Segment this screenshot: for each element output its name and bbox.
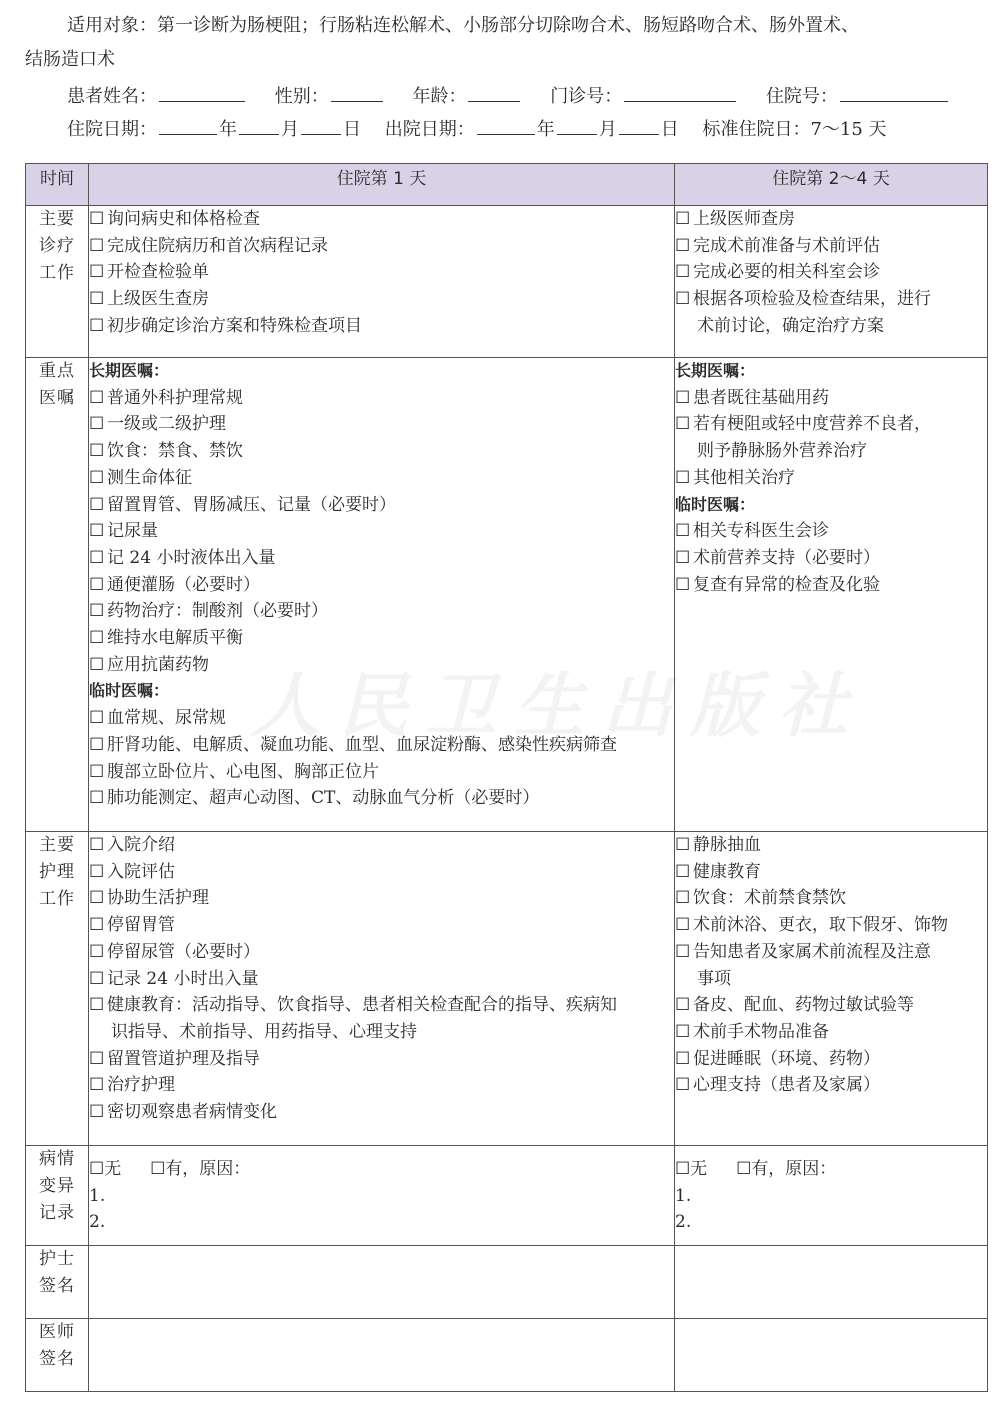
checkbox[interactable]: ☐	[675, 414, 691, 435]
checkbox[interactable]: ☐	[675, 861, 691, 882]
list-item-label: 协助生活护理	[107, 888, 209, 909]
checklist	[89, 385, 674, 679]
list-item-label: 完成住院病历和首次病程记录	[107, 235, 328, 256]
checkbox[interactable]: ☐	[675, 235, 691, 256]
list-item	[89, 259, 674, 286]
checkbox[interactable]: ☐	[89, 494, 105, 515]
list-item	[89, 705, 674, 732]
long-term-orders-title: 长期医嘱：	[675, 361, 756, 380]
list-item-label: 备皮、配血、药物过敏试验等	[693, 995, 914, 1016]
list-item-continuation: 事项	[697, 968, 731, 989]
list-item	[675, 572, 987, 599]
checklist	[675, 206, 987, 313]
checkbox[interactable]: ☐	[150, 1159, 166, 1179]
checkbox[interactable]: ☐	[675, 888, 691, 909]
list-item	[675, 411, 987, 438]
checkbox[interactable]: ☐	[89, 262, 105, 283]
list-item-label: 饮食：术前禁食禁饮	[693, 888, 846, 909]
row-label-text: 重点医嘱	[39, 361, 75, 408]
list-item	[675, 939, 987, 966]
list-item-label: 腹部立卧位片、心电图、胸部正位片	[107, 761, 379, 782]
checklist	[89, 832, 674, 1019]
list-item-label: 饮食：禁食、禁饮	[107, 441, 243, 462]
gender-field[interactable]	[331, 83, 383, 102]
variance-yes-label: 有，原因：	[751, 1159, 837, 1179]
list-item	[89, 206, 674, 233]
list-item-label: 通便灌肠（必要时）	[107, 574, 260, 595]
checkbox[interactable]: ☐	[89, 547, 105, 568]
inpatient-no-field[interactable]	[840, 83, 948, 102]
checkbox[interactable]: ☐	[89, 708, 105, 729]
checkbox[interactable]: ☐	[89, 209, 105, 229]
list-item	[675, 286, 987, 313]
main-work-day2-cell	[675, 206, 988, 358]
list-item-label: 应用抗菌药物	[107, 654, 209, 675]
checklist	[675, 832, 987, 966]
col-header-time: 时间	[26, 164, 89, 206]
nurse-sign-day1-field[interactable]	[89, 1246, 675, 1319]
checklist	[89, 206, 674, 340]
list-item-continuation: 则予静脉肠外营养治疗	[697, 441, 867, 462]
list-item-label: 术前沐浴、更衣，取下假牙、饰物	[693, 915, 948, 936]
checkbox[interactable]: ☐	[675, 1048, 691, 1069]
patient-info-line	[67, 83, 950, 109]
list-item	[675, 885, 987, 912]
orders-day1-cell	[89, 358, 675, 832]
list-item-label: 其他相关治疗	[693, 467, 795, 488]
list-item-label: 入院评估	[107, 861, 175, 882]
list-item-label: 上级医生查房	[107, 289, 209, 310]
variance-none-label: 无	[690, 1159, 708, 1179]
list-item-label: 血常规、尿常规	[107, 708, 226, 729]
list-item	[89, 859, 674, 886]
day-label: 日	[660, 119, 679, 140]
patient-name-label: 患者姓名：	[67, 86, 157, 107]
list-item-label: 患者既往基础用药	[693, 387, 829, 408]
list-item	[675, 206, 987, 233]
list-item-label: 健康教育：活动指导、饮食指导、患者相关检查配合的指导、疾病知	[107, 995, 617, 1016]
checkbox[interactable]: ☐	[89, 1102, 105, 1123]
list-item	[675, 465, 987, 492]
admit-month-field[interactable]	[239, 116, 279, 135]
checkbox[interactable]: ☐	[89, 654, 105, 675]
checklist	[675, 518, 987, 598]
checkbox[interactable]: ☐	[89, 968, 105, 989]
row-label-text: 主要护理工作	[39, 835, 75, 909]
age-field[interactable]	[468, 83, 520, 102]
list-item	[89, 492, 674, 519]
list-item-label: 询问病史和体格检查	[107, 209, 260, 229]
list-item	[89, 385, 674, 412]
checklist	[89, 705, 674, 812]
list-item-label: 记尿量	[107, 521, 158, 542]
checkbox[interactable]: ☐	[675, 1021, 691, 1042]
list-item	[675, 912, 987, 939]
checkbox[interactable]: ☐	[89, 289, 105, 310]
list-item-label: 肝肾功能、电解质、凝血功能、血型、血尿淀粉酶、感染性疾病筛查	[107, 734, 617, 755]
list-item	[89, 912, 674, 939]
row-label-nurse-sign	[26, 1246, 89, 1319]
variance-none-label: 无	[104, 1159, 122, 1179]
month-label: 月	[598, 119, 617, 140]
list-item-label: 留置管道护理及指导	[107, 1048, 260, 1069]
list-item-label: 测生命体征	[107, 467, 192, 488]
list-item	[89, 438, 674, 465]
checkbox[interactable]: ☐	[89, 761, 105, 782]
list-item-label: 促进睡眠（环境、药物）	[693, 1048, 880, 1069]
checkbox[interactable]: ☐	[675, 941, 691, 962]
row-label-text: 护士签名	[39, 1249, 75, 1296]
list-item-label: 完成术前准备与术前评估	[693, 235, 880, 256]
list-item-label: 一级或二级护理	[107, 414, 226, 435]
list-item-label: 初步确定诊治方案和特殊检查项目	[107, 315, 362, 336]
nursing-day2-cell	[675, 832, 988, 1146]
gender-label: 性别：	[274, 86, 329, 107]
row-label-variance	[26, 1146, 89, 1246]
applicable-subjects-line1: 适用对象：第一诊断为肠梗阻；行肠粘连松解术、小肠部分切除吻合术、肠短路吻合术、肠外置术、	[67, 15, 859, 36]
list-item	[89, 313, 674, 340]
row-label-text: 主要诊疗工作	[39, 209, 75, 283]
list-item	[675, 233, 987, 260]
list-item-label: 停留尿管（必要时）	[107, 941, 260, 962]
checklist	[675, 385, 987, 438]
checkbox[interactable]: ☐	[89, 888, 105, 909]
list-item	[89, 545, 674, 572]
row-label-doctor-sign	[26, 1319, 89, 1392]
discharge-day-field[interactable]	[619, 116, 659, 135]
orders-day2-cell	[675, 358, 988, 832]
checkbox[interactable]: ☐	[675, 915, 691, 936]
clinic-no-field[interactable]	[624, 83, 736, 102]
row-label-text: 病情变异记录	[39, 1149, 75, 1223]
list-item	[89, 759, 674, 786]
list-item	[89, 732, 674, 759]
row-label-orders	[26, 358, 89, 832]
applicable-subjects-line2: 结肠造口术	[25, 49, 115, 70]
col-header-day1: 住院第 1 天	[89, 164, 675, 206]
col-header-day2-4: 住院第 2～4 天	[675, 164, 988, 206]
checkbox[interactable]: ☐	[89, 995, 105, 1016]
checkbox[interactable]: ☐	[89, 441, 105, 462]
checkbox[interactable]: ☐	[675, 835, 691, 855]
checkbox[interactable]: ☐	[89, 235, 105, 256]
list-item	[675, 992, 987, 1019]
checkbox[interactable]: ☐	[89, 861, 105, 882]
checkbox[interactable]: ☐	[675, 1159, 691, 1179]
list-item	[89, 411, 674, 438]
list-item-label: 开检查检验单	[107, 262, 209, 283]
list-item	[89, 1099, 674, 1126]
checkbox[interactable]: ☐	[675, 1075, 691, 1096]
doctor-sign-day1-field[interactable]	[89, 1319, 675, 1392]
checkbox[interactable]: ☐	[89, 941, 105, 962]
row-label-main-work	[26, 206, 89, 358]
list-item	[89, 465, 674, 492]
temporary-orders-title: 临时医嘱：	[89, 681, 170, 701]
discharge-year-field[interactable]	[477, 116, 535, 135]
list-item	[89, 1072, 674, 1099]
checkbox[interactable]: ☐	[89, 1048, 105, 1069]
list-item-label: 若有梗阻或轻中度营养不良者，	[693, 414, 931, 435]
month-label: 月	[281, 119, 299, 140]
list-item	[89, 832, 674, 859]
checkbox[interactable]: ☐	[89, 734, 105, 755]
list-item	[89, 966, 674, 993]
checkbox[interactable]: ☐	[89, 788, 105, 809]
clinical-pathway-table	[25, 163, 988, 1392]
list-item-label: 肺功能测定、超声心动图、CT、动脉血气分析（必要时）	[107, 788, 540, 809]
checkbox[interactable]: ☐	[675, 467, 691, 488]
variance-yes-label: 有，原因：	[165, 1159, 251, 1179]
variance-reason-1[interactable]: 1.	[675, 1185, 692, 1206]
discharge-date-label: 出院日期：	[384, 119, 475, 140]
clinic-no-label: 门诊号：	[550, 86, 623, 107]
main-work-day1-cell	[89, 206, 675, 358]
list-item	[675, 518, 987, 545]
checkbox[interactable]: ☐	[736, 1159, 752, 1179]
checkbox[interactable]: ☐	[89, 915, 105, 936]
list-item	[675, 859, 987, 886]
list-item	[89, 992, 674, 1019]
inpatient-no-label: 住院号：	[765, 86, 838, 107]
list-item	[675, 385, 987, 412]
checkbox[interactable]: ☐	[89, 1159, 105, 1179]
list-item-continuation: 术前讨论，确定治疗方案	[697, 315, 884, 336]
variance-day1-cell	[89, 1146, 675, 1246]
checkbox[interactable]: ☐	[89, 467, 105, 488]
checkbox[interactable]: ☐	[675, 521, 691, 542]
list-item	[89, 625, 674, 652]
list-item	[89, 785, 674, 812]
list-item-label: 治疗护理	[107, 1075, 175, 1096]
list-item-label: 复查有异常的检查及化验	[693, 574, 880, 595]
list-item	[675, 1046, 987, 1073]
list-item	[675, 259, 987, 286]
admit-date-label: 住院日期：	[67, 119, 157, 140]
doctor-sign-day2-field[interactable]	[675, 1319, 988, 1392]
dates-line	[67, 116, 887, 142]
list-item	[89, 572, 674, 599]
list-item	[89, 518, 674, 545]
long-term-orders-title: 长期医嘱：	[89, 361, 170, 380]
list-item-label: 停留胃管	[107, 915, 175, 936]
list-item-label: 相关专科医生会诊	[693, 521, 829, 542]
row-label-text: 医师签名	[39, 1322, 75, 1369]
checkbox[interactable]: ☐	[89, 387, 105, 408]
admit-year-field[interactable]	[159, 116, 217, 135]
list-item	[675, 832, 987, 859]
patient-name-field[interactable]	[159, 83, 245, 102]
variance-reason-1[interactable]: 1.	[89, 1185, 106, 1206]
list-item	[675, 1072, 987, 1099]
list-item-label: 告知患者及家属术前流程及注意	[693, 941, 931, 962]
checkbox[interactable]: ☐	[89, 574, 105, 595]
list-item	[89, 652, 674, 679]
list-item-label: 静脉抽血	[693, 835, 761, 855]
list-item-label: 根据各项检验及检查结果，进行	[693, 289, 931, 310]
variance-options	[675, 1156, 987, 1183]
list-item	[89, 233, 674, 260]
list-item-label: 完成必要的相关科室会诊	[693, 262, 880, 283]
nurse-sign-day2-field[interactable]	[675, 1246, 988, 1319]
checkbox[interactable]: ☐	[675, 574, 691, 595]
checklist	[675, 992, 987, 1099]
list-item	[89, 286, 674, 313]
variance-options	[89, 1156, 674, 1183]
list-item-label: 入院介绍	[107, 835, 175, 855]
list-item-label: 维持水电解质平衡	[107, 628, 243, 649]
checkbox[interactable]: ☐	[675, 547, 691, 568]
checkbox[interactable]: ☐	[89, 1075, 105, 1096]
checkbox[interactable]: ☐	[675, 387, 691, 408]
list-item	[675, 1019, 987, 1046]
variance-reason-2[interactable]: 2.	[675, 1212, 692, 1233]
list-item	[675, 545, 987, 572]
list-item	[89, 939, 674, 966]
checkbox[interactable]: ☐	[89, 628, 105, 649]
list-item-label: 普通外科护理常规	[107, 387, 243, 408]
variance-day2-cell	[675, 1146, 988, 1246]
checkbox[interactable]: ☐	[675, 289, 691, 310]
checkbox[interactable]: ☐	[89, 601, 105, 622]
list-item-label: 术前手术物品准备	[693, 1021, 829, 1042]
list-item-label: 记录 24 小时出入量	[107, 968, 259, 989]
checkbox[interactable]: ☐	[89, 315, 105, 336]
checkbox[interactable]: ☐	[675, 995, 691, 1016]
year-label: 年	[219, 119, 237, 140]
list-item-label: 术前营养支持（必要时）	[693, 547, 880, 568]
list-item-continuation: 识指导、术前指导、用药指导、心理支持	[111, 1021, 417, 1042]
list-item	[89, 885, 674, 912]
standard-stay-label: 标准住院日：7～15 天	[702, 119, 887, 140]
age-label: 年龄：	[412, 86, 467, 107]
list-item-label: 密切观察患者病情变化	[107, 1102, 277, 1123]
row-label-nursing	[26, 832, 89, 1146]
checkbox[interactable]: ☐	[675, 209, 691, 229]
checkbox[interactable]: ☐	[89, 521, 105, 542]
list-item-label: 药物治疗：制酸剂（必要时）	[107, 601, 328, 622]
checkbox[interactable]: ☐	[675, 262, 691, 283]
list-item-label: 健康教育	[693, 861, 761, 882]
year-label: 年	[536, 119, 555, 140]
variance-reason-2[interactable]: 2.	[89, 1212, 106, 1233]
list-item-label: 上级医师查房	[693, 209, 795, 229]
checkbox[interactable]: ☐	[89, 414, 105, 435]
admit-day-field[interactable]	[301, 116, 341, 135]
list-item-label: 心理支持（患者及家属）	[693, 1075, 880, 1096]
list-item-label: 留置胃管、胃肠减压、记量（必要时）	[107, 494, 396, 515]
nursing-day1-cell	[89, 832, 675, 1146]
checklist	[675, 465, 987, 492]
day-label: 日	[343, 119, 361, 140]
list-item-label: 记 24 小时液体出入量	[107, 547, 276, 568]
list-item	[89, 598, 674, 625]
discharge-month-field[interactable]	[557, 116, 597, 135]
checklist	[89, 1046, 674, 1126]
temporary-orders-title: 临时医嘱：	[675, 494, 756, 514]
checkbox[interactable]: ☐	[89, 835, 105, 855]
list-item	[89, 1046, 674, 1073]
